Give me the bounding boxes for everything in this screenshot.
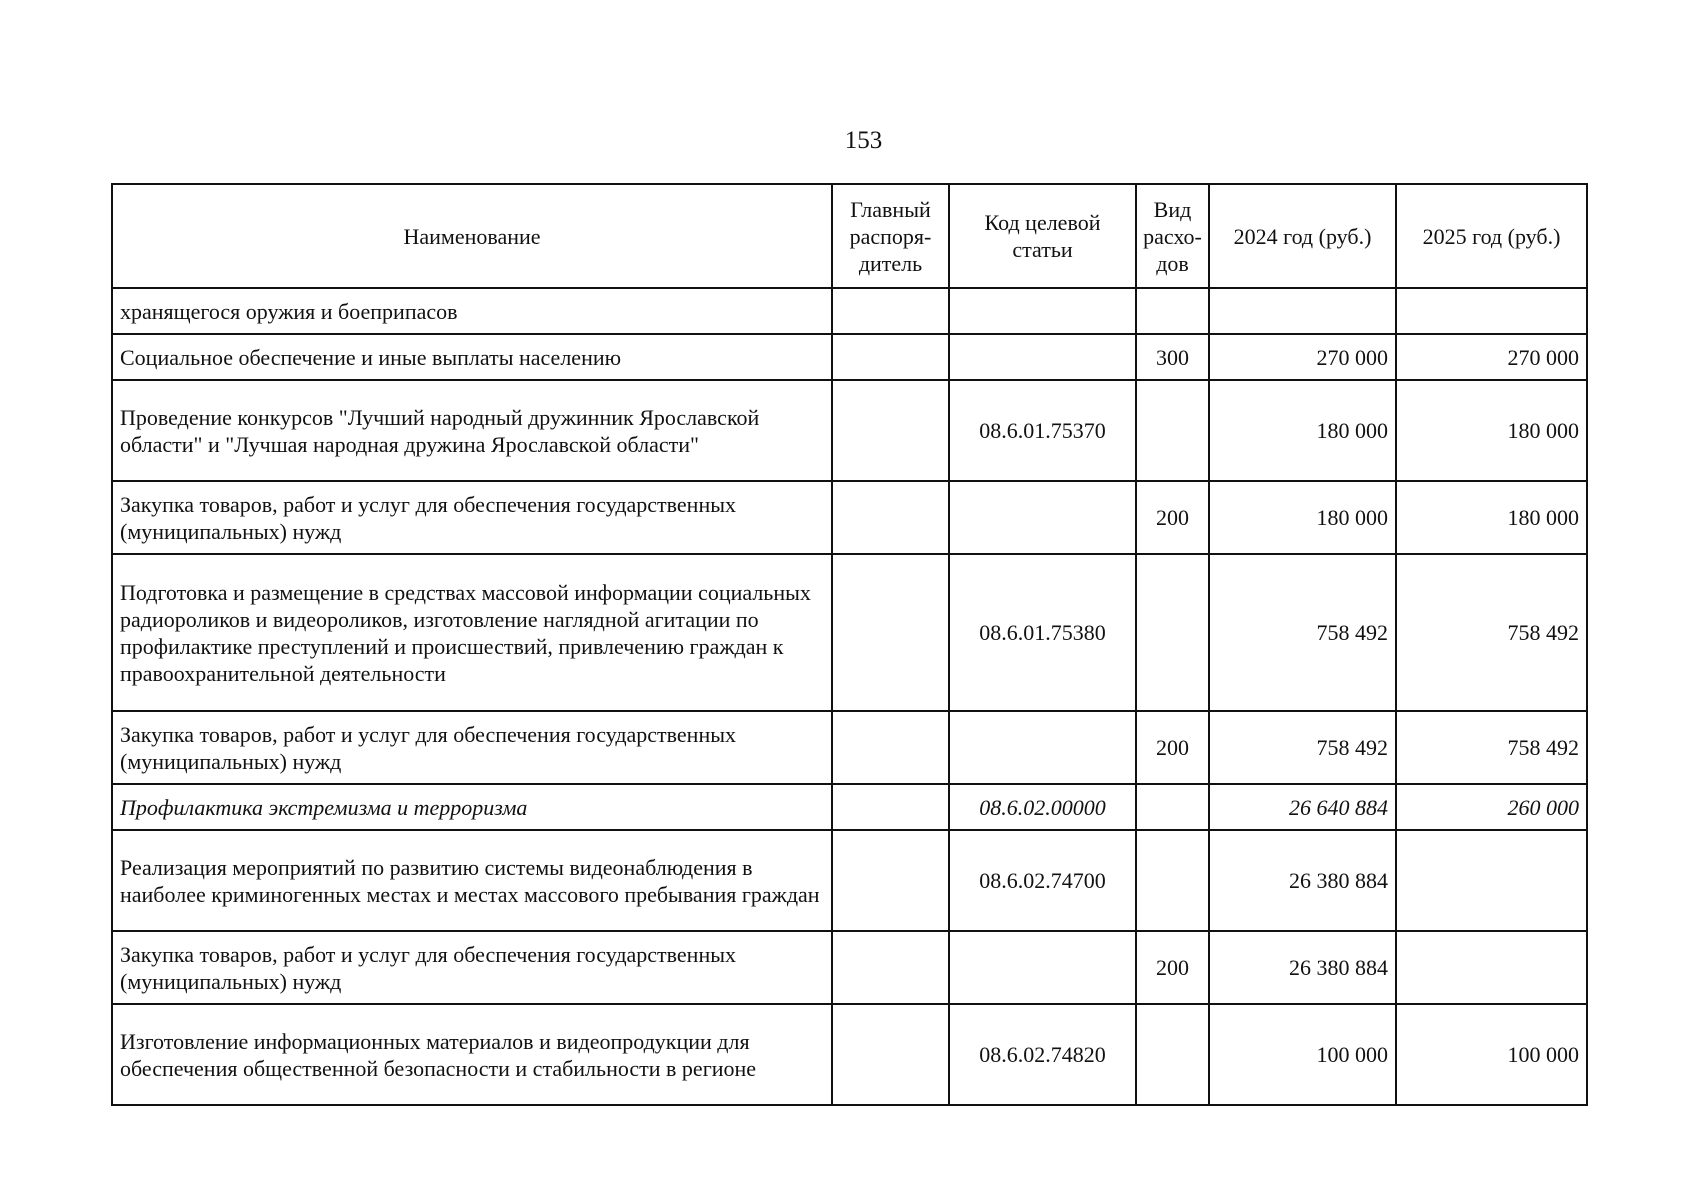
row-code: 08.6.01.75380	[949, 554, 1136, 711]
row-2025: 180 000	[1396, 380, 1587, 481]
row-2024: 100 000	[1209, 1004, 1396, 1105]
table-row	[112, 380, 1587, 481]
row-manager	[832, 830, 949, 931]
row-2025	[1396, 931, 1587, 1004]
row-2025: 180 000	[1396, 481, 1587, 554]
row-name: Закупка товаров, работ и услуг для обеспечения государственных (муниципальных) нужд	[112, 481, 832, 554]
table-row	[112, 288, 1587, 334]
table-row	[112, 481, 1587, 554]
row-manager	[832, 784, 949, 830]
row-manager	[832, 380, 949, 481]
row-2024: 758 492	[1209, 711, 1396, 784]
row-2025	[1396, 288, 1587, 334]
header-name: Наименование	[112, 184, 832, 288]
row-manager	[832, 554, 949, 711]
row-manager	[832, 931, 949, 1004]
row-name: Закупка товаров, работ и услуг для обеспечения государственных (муниципальных) нужд	[112, 711, 832, 784]
row-code	[949, 334, 1136, 380]
row-type	[1136, 830, 1209, 931]
header-code: Код целевой статьи	[949, 184, 1136, 288]
table-header-row	[112, 184, 1587, 288]
row-2025: 758 492	[1396, 711, 1587, 784]
budget-table	[111, 183, 1588, 1106]
row-2024	[1209, 288, 1396, 334]
row-code	[949, 481, 1136, 554]
row-code: 08.6.02.00000	[949, 784, 1136, 830]
row-type: 200	[1136, 711, 1209, 784]
row-type: 200	[1136, 481, 1209, 554]
page-number: 153	[844, 127, 883, 154]
row-name: Подготовка и размещение в средствах массовой информации социальных радиороликов и видеороликов, изготовление наглядной агитации по профилактике преступлений и происшествий, привлечению граждан к правоохранительной деятельности	[112, 554, 832, 711]
header-manager: Главный распоря-дитель	[832, 184, 949, 288]
row-type	[1136, 554, 1209, 711]
row-name: Профилактика экстремизма и терроризма	[112, 784, 832, 830]
row-2025: 100 000	[1396, 1004, 1587, 1105]
row-code	[949, 711, 1136, 784]
row-name: Реализация мероприятий по развитию системы видеонаблюдения в наиболее криминогенных местах и местах массового пребывания граждан	[112, 830, 832, 931]
table-row	[112, 1004, 1587, 1105]
row-type	[1136, 288, 1209, 334]
row-2025: 260 000	[1396, 784, 1587, 830]
row-2024: 26 380 884	[1209, 830, 1396, 931]
row-manager	[832, 481, 949, 554]
row-manager	[832, 334, 949, 380]
row-name: хранящегося оружия и боеприпасов	[112, 288, 832, 334]
row-name: Закупка товаров, работ и услуг для обеспечения государственных (муниципальных) нужд	[112, 931, 832, 1004]
row-type: 200	[1136, 931, 1209, 1004]
header-2024: 2024 год (руб.)	[1209, 184, 1396, 288]
row-2024: 180 000	[1209, 481, 1396, 554]
row-2024: 758 492	[1209, 554, 1396, 711]
row-manager	[832, 1004, 949, 1105]
header-2025: 2025 год (руб.)	[1396, 184, 1587, 288]
row-code: 08.6.02.74820	[949, 1004, 1136, 1105]
row-type	[1136, 1004, 1209, 1105]
table-row	[112, 711, 1587, 784]
row-code: 08.6.02.74700	[949, 830, 1136, 931]
row-2024: 26 380 884	[1209, 931, 1396, 1004]
row-name: Социальное обеспечение и иные выплаты населению	[112, 334, 832, 380]
row-code	[949, 288, 1136, 334]
table-row	[112, 334, 1587, 380]
row-code	[949, 931, 1136, 1004]
row-2024: 26 640 884	[1209, 784, 1396, 830]
row-code: 08.6.01.75370	[949, 380, 1136, 481]
table-row	[112, 830, 1587, 931]
row-2025	[1396, 830, 1587, 931]
row-2025: 270 000	[1396, 334, 1587, 380]
row-name: Проведение конкурсов "Лучший народный дружинник Ярославской области" и "Лучшая народная дружина Ярославской области"	[112, 380, 832, 481]
row-2024: 180 000	[1209, 380, 1396, 481]
row-type: 300	[1136, 334, 1209, 380]
row-2025: 758 492	[1396, 554, 1587, 711]
table-row	[112, 931, 1587, 1004]
row-manager	[832, 711, 949, 784]
row-type	[1136, 380, 1209, 481]
header-type: Вид расхо-дов	[1136, 184, 1209, 288]
row-manager	[832, 288, 949, 334]
table-row	[112, 554, 1587, 711]
row-2024: 270 000	[1209, 334, 1396, 380]
row-type	[1136, 784, 1209, 830]
table-row-section	[112, 784, 1587, 830]
row-name: Изготовление информационных материалов и видеопродукции для обеспечения общественной безопасности и стабильности в регионе	[112, 1004, 832, 1105]
